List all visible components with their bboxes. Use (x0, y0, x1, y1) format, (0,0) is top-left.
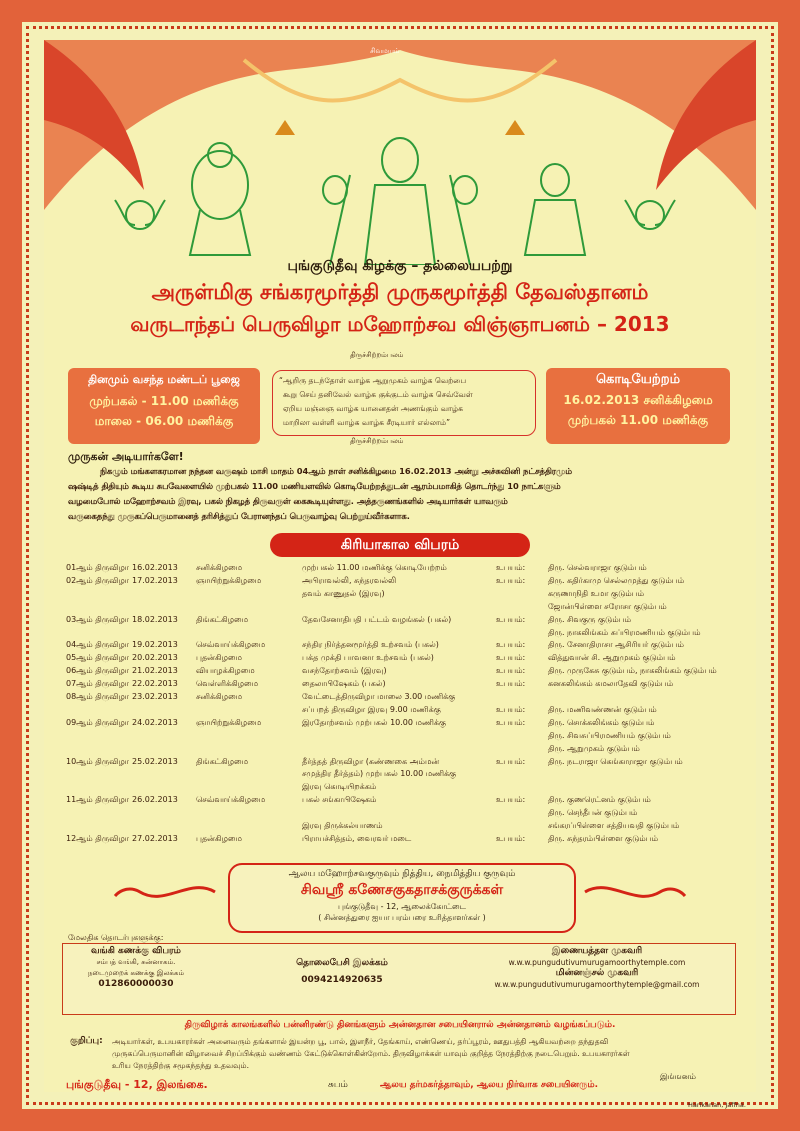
cell-sponsor: திரு. கதிர்காமு செல்லமுத்து குடும்பம் (548, 575, 685, 585)
note-line-2: முருகப்பெருமானின் விழாவைச் சிறப்பிக்கும் வண்ணம் கேட்டுக்கொள்கின்றோம். திருவிழாக்கள் யாவும் குறித்த நேரத்திற்கு நடைபெறும். உபயகாரர்கள் (112, 1049, 630, 1058)
cell-day: 10ஆம் திருவிழா (66, 756, 129, 766)
cell-sponsor: திரு. செல்வராஜா குடும்பம் (548, 563, 647, 572)
cell-sponsor: திரு. சிவசுப்பிரமணியம் குடும்பம் (548, 730, 671, 740)
cell-weekday: சனிக்கிழமை (196, 563, 243, 572)
email-address[interactable]: w.w.w.pungudutivumurugamoorthytemple@gmail.com (494, 980, 700, 989)
cell-sponsor: திரு. ஆறுமுகம் குடும்பம் (548, 743, 640, 753)
cell-weekday: வியாழக்கிழமை (196, 666, 255, 676)
flag-hoisting-title: கொடியேற்றம் (595, 372, 681, 387)
verse-box (272, 370, 536, 436)
verse-line-4: மாறிலா வள்ளி வாழ்க வாழ்க சீரடியார் எல்லாம்” (283, 418, 451, 427)
daily-pooja-morning: முற்பகல் - 11.00 மணிக்கு (89, 394, 239, 408)
cell-day: 12ஆம் திருவிழா (66, 833, 129, 843)
cell-weekday: செவ்வாய்க்கிழமை (196, 640, 266, 650)
table-row (66, 666, 746, 678)
cell-ub: உபயம்: (496, 640, 526, 650)
table-row (66, 731, 746, 743)
bank-name: சம்பத் வங்கி, சுன்னாகம். (96, 958, 176, 966)
subham: சுபம் (328, 1080, 348, 1090)
daily-pooja-title: தினமும் வசந்த மண்டப் பூஜை (88, 373, 240, 386)
cell-day: 09ஆம் திருவிழா (66, 717, 129, 727)
priest-box (228, 863, 576, 933)
cell-weekday: திங்கட்கிழமை (196, 756, 249, 766)
cell-event: இரவு கொடியிறக்கம் (302, 782, 377, 792)
cell-sponsor: கனகலிங்கம் கமலாதேவி குடும்பம் (548, 679, 674, 689)
flag-hoisting-date: 16.02.2013 சனிக்கிழமை (563, 393, 713, 407)
table-row (66, 679, 746, 691)
cell-day: 06ஆம் திருவிழா (66, 666, 129, 676)
table-row (66, 640, 746, 652)
sivamayam-label: சிவமயம் (370, 47, 400, 55)
verse-top-label: திருச்சிற்றம்பலம் (350, 351, 404, 359)
cell-event: முற்பகல் 11.00 மணிக்கு கொடியேற்றம் (302, 563, 447, 572)
cell-event: பிராயச்சித்தம், வைரவர் மடை (302, 833, 412, 843)
cell-date: 26.02.2013 (132, 795, 178, 805)
cell-sponsor: திரு. சொக்கலிங்கம் குடும்பம் (548, 717, 655, 727)
table-row (66, 576, 746, 588)
cell-event: இரதோற்சவம் முற்பகல் 10.00 மணிக்கு (302, 717, 447, 727)
note-line-3: உரிய நேரத்திற்கு சமூகந்தந்து உதவவும். (112, 1061, 249, 1070)
cell-event: பகல் சங்காபிஷேகம் (302, 795, 377, 805)
cell-event: பக்த முக்தி பாவனா உற்சவம் (பகல்) (302, 653, 434, 663)
cell-weekday: ஞாயிற்றுக்கிழமை (196, 575, 262, 585)
cell-ub: உபயம்: (496, 666, 526, 676)
inganam: இங்ஙனம் (660, 1072, 696, 1081)
table-row (66, 718, 746, 730)
cell-date: 16.02.2013 (132, 563, 178, 572)
note-label: குறிப்பு: (70, 1036, 103, 1046)
table-row (66, 744, 746, 756)
cell-day: 03ஆம் திருவிழா (66, 614, 129, 624)
table-row (66, 782, 746, 794)
cell-ub: உபயம்: (496, 679, 526, 689)
cell-event: சப்பறத் திருவிழா இரவு 9.00 மணிக்கு (302, 704, 441, 714)
cell-weekday: சனிக்கிழமை (196, 692, 243, 701)
table-row (66, 563, 746, 575)
cell-date: 17.02.2013 (132, 575, 178, 585)
credit: Harikanan, Jaffna. (688, 1101, 746, 1109)
ornament-right-icon (580, 872, 690, 912)
cell-event: அபிராவல்லி, சுந்தரவல்லி (302, 575, 397, 585)
website-title: இணையத்தள முகவரி (551, 946, 643, 956)
table-row (66, 821, 746, 833)
cell-day: 11ஆம் திருவிழா (66, 795, 129, 805)
cell-day: 07ஆம் திருவிழா (66, 679, 129, 689)
cell-weekday: புதன்கிழமை (196, 653, 242, 663)
cell-event: தேவசேனாதிபதி பட்டம் வழங்கல் (பகல்) (302, 614, 452, 624)
table-row (66, 834, 746, 846)
cell-ub: உபயம்: (496, 704, 526, 714)
cell-event: சமுத்திர தீர்த்தம்) முற்பகல் 10.00 மணிக்கு (302, 769, 457, 779)
daily-pooja-evening: மாலை - 06.00 மணிக்கு (94, 414, 234, 428)
verse-line-2: கூறு செய் தனிவேல் வாழ்க குக்குடம் வாழ்க செவ்வேள் (283, 390, 473, 399)
intro-line-2: ஷஷ்டித் திதியும் கூடிய சுபவேளையில் முற்பகல் 11.00 மணியளவில் கொடியேற்றத்துடன் ஆரம்பமாகித் தொடர்ந்து 10 நாட்களும் (68, 481, 561, 491)
cell-ub: உபயம்: (496, 563, 526, 572)
cell-sponsor: வித்துவான் சி. ஆறுமுகம் குடும்பம் (548, 653, 676, 663)
cell-event: சந்திர நிர்த்தனமூர்த்தி உற்சவம் (பகல்) (302, 640, 439, 650)
bank-account-label: நடைமுறைக் கணக்கு இலக்கம் (87, 969, 185, 977)
cell-ub: உபயம்: (496, 833, 526, 843)
intro-line-3: வழமைபோல் மஹோற்சவம் இரவு, பகல் நிகழத் திருவருள் கைகூடியுள்ளது. அத்தருணங்களில் அடியார்கள் யாவரும் (68, 496, 508, 506)
cell-event: தீர்த்தத் திருவிழா (கண்ணகை அம்மன் (302, 756, 440, 766)
phone-number: 0094214920635 (301, 975, 383, 985)
cell-weekday: புதன்கிழமை (196, 833, 242, 843)
cell-ub: உபயம்: (496, 575, 526, 585)
bank-account-number: 012860000030 (98, 979, 174, 989)
cell-sponsor: திரு. மணிவண்ணன் குடும்பம் (548, 704, 657, 714)
table-row (66, 615, 746, 627)
greeting: முருகன் அடியார்களே! (68, 450, 184, 463)
cell-weekday: வெள்ளிக்கிழமை (196, 679, 259, 689)
cell-sponsor: திரு. சேனாதிராசா ஆசிரியர் குடும்பம் (548, 640, 684, 650)
table-row (66, 808, 746, 820)
cell-ub: உபயம்: (496, 717, 526, 727)
cell-sponsor: திரு. நடராஜா கெங்காராஜா குடும்பம் (548, 756, 683, 766)
cell-day: 01ஆம் திருவிழா (66, 563, 129, 572)
cell-sponsor: திரு. நாகலிங்கம் சுப்பிரமணியம் குடும்பம் (548, 627, 701, 637)
cell-day: 08ஆம் திருவிழா (66, 692, 129, 701)
deity-illustrations (160, 115, 640, 265)
cell-date: 24.02.2013 (132, 717, 178, 727)
cell-event: தவம் காணுதல் (இரவு) (302, 588, 385, 598)
cell-sponsor: திரு. சிவகுரு குடும்பம் (548, 614, 632, 624)
schedule-title: கிரியாகால விபரம் (340, 537, 460, 553)
cell-date: 19.02.2013 (132, 640, 178, 650)
website-url[interactable]: w.w.w.pungudutivumurugamoorthytemple.com (508, 958, 686, 967)
cell-day: 04ஆம் திருவிழா (66, 640, 129, 650)
table-row (66, 653, 746, 665)
table-row (66, 769, 746, 781)
bank-details (71, 946, 201, 990)
location-line: புங்குடுதீவு கிழக்கு – தல்லையபற்று (287, 258, 513, 274)
bank-title: வங்கி கணக்கு விபரம் (91, 946, 181, 956)
cell-event: தைலாபிஷேகம் (பகல்) (302, 679, 386, 689)
table-row (66, 795, 746, 807)
cell-ub: உபயம்: (496, 795, 526, 805)
schedule-title-bar (270, 533, 530, 557)
ornament-left-icon (110, 872, 220, 912)
cell-ub: உபயம்: (496, 614, 526, 624)
cell-weekday: செவ்வாய்க்கிழமை (196, 795, 266, 805)
cell-date: 27.02.2013 (132, 833, 178, 843)
phone-details (277, 958, 407, 986)
temple-name: அருள்மிகு சங்கரமூர்த்தி முருகமூர்த்தி தேவஸ்தானம் (151, 280, 649, 304)
cell-date: 22.02.2013 (132, 679, 178, 689)
cell-date: 25.02.2013 (132, 756, 178, 766)
cell-weekday: திங்கட்கிழமை (196, 614, 249, 624)
intro-line-4: வருகைதந்து முருகப்பெருமானைத் தரிசித்துப் பேரானந்தப் பெருவாழ்வு பெற்றுய்வீர்களாக. (68, 511, 410, 521)
cell-event: வசந்தோற்சவம் (இரவு) (302, 666, 387, 676)
committee: ஆலய தர்மகர்த்தாவும், ஆலய நிர்வாக சபையினரும். (380, 1080, 599, 1090)
verse-line-3: ஏறிய மஞ்ஞை வாழ்க யானைதன் அணங்கும் வாழ்க (283, 404, 463, 413)
festival-title: வருடாந்தப் பெருவிழா மஹோற்சவ விஞ்ஞாபனம் – 2013 (130, 312, 670, 336)
cell-sponsor: சங்கரப்பிள்ளை சத்தியவதி குடும்பம் (548, 821, 680, 830)
contacts-heading: மேலதிக தொடர்புகளுக்கு: (68, 933, 164, 942)
cell-sponsor: ஜோன்பிள்ளை சரோசா குடும்பம் (548, 601, 667, 611)
priest-name: சிவஸ்ரீ கணேசகுகதாசக்குருக்கள் (300, 882, 504, 898)
cell-weekday: ஞாயிற்றுக்கிழமை (196, 717, 262, 727)
cell-date: 18.02.2013 (132, 614, 178, 624)
table-row (66, 692, 746, 704)
cell-ub: உபயம்: (496, 756, 526, 766)
email-title: மின்னஞ்சல் முகவரி (555, 968, 639, 978)
table-row (66, 589, 746, 601)
table-row (66, 628, 746, 640)
cell-date: 20.02.2013 (132, 653, 178, 663)
web-details (463, 946, 731, 990)
cell-sponsor: திரு. செந்தீபன் குடும்பம் (548, 808, 638, 818)
priest-role: ஆலய மஹோற்சவகுருவும் நித்திய, நைமித்திய குருவும் (288, 869, 516, 879)
cell-day: 05ஆம் திருவிழா (66, 653, 129, 663)
phone-title: தொலைபேசி இலக்கம் (296, 958, 388, 968)
place: புங்குடுதீவு - 12, இலங்கை. (66, 1078, 208, 1091)
cell-sponsor: திரு. குணரெட்னம் குடும்பம் (548, 795, 651, 805)
daily-pooja-panel (68, 368, 260, 444)
intro-line-1: நிகழும் மங்களகரமான நந்தன வருஷம் மாசி மாதம் 04ஆம் நாள் சனிக்கிழமை 16.02.2013 அன்று அச்சுவினி நட்சத்திரமும் (100, 466, 572, 476)
cell-sponsor: கருணாநிதி உமா குடும்பம் (548, 588, 645, 598)
annadhanam-note: திருவிழாக் காலங்களில் பன்னிரண்டு தினங்களும் அன்னதான சபையினரால் அன்னதானம் வழங்கப்படும். (184, 1020, 616, 1030)
cherub-left-icon (110, 190, 170, 250)
cell-event: வேட்டைத்திருவிழா மாலை 3.00 மணிக்கு (302, 692, 456, 701)
flag-hoisting-panel (546, 368, 730, 444)
cell-sponsor: திரு. முருகேசு குடும்பம், நாகலிங்கம் குடும்பம் (548, 666, 717, 676)
flag-hoisting-time: முற்பகல் 11.00 மணிக்கு (567, 413, 709, 427)
cherub-right-icon (620, 190, 680, 250)
verse-bottom-label: திருச்சிற்றம்பலம் (350, 437, 404, 445)
contacts-box (62, 943, 736, 1015)
cell-ub: உபயம்: (496, 653, 526, 663)
cell-sponsor: திரு. சுந்தரம்பிள்ளை குடும்பம் (548, 833, 659, 843)
cell-day: 02ஆம் திருவிழா (66, 575, 129, 585)
table-row (66, 602, 746, 614)
cell-event: இரவு திருக்கல்யாணம் (302, 821, 383, 830)
note-line-1: அடியார்கள், உபயகாரர்கள் அனைவரும் தங்களால் இயன்ற பூ, பால், இளநீர், தேங்காய், எண்ணெய், தர்ப்பூரம், ஊதுபத்தி ஆகியவற்றை தந்துதவி (112, 1037, 609, 1046)
priest-address: புங்குடுதீவு - 12, ஆலைக்கோட்டை (338, 902, 466, 911)
cell-date: 21.02.2013 (132, 666, 178, 676)
verse-line-1: “ஆறிரு தடந்தோள் வாழ்க ஆறுமுகம் வாழ்க வெற்பை (279, 376, 467, 385)
table-row (66, 705, 746, 717)
cell-date: 23.02.2013 (132, 692, 178, 701)
priest-lineage: ( சின்னத்துரை ஐயா பரம்பரை உரித்தாளர்கள் ) (318, 913, 486, 922)
table-row (66, 757, 746, 769)
